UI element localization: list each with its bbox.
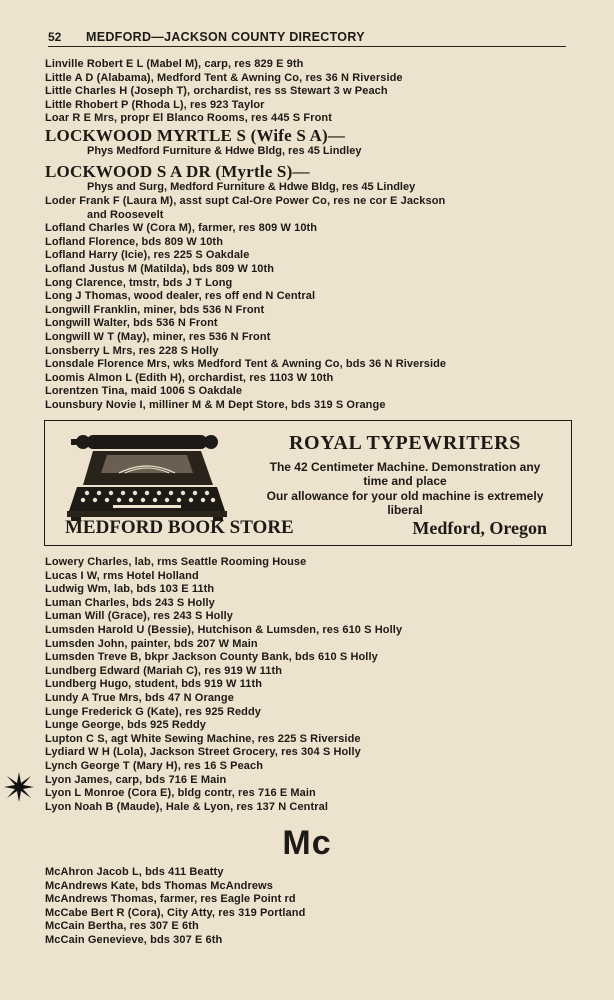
list-item: Long J Thomas, wood dealer, res off end N Central xyxy=(45,290,316,303)
page-number: 52 xyxy=(48,30,62,44)
typewriter-icon xyxy=(63,429,231,521)
list-item: Linville Robert E L (Mabel M), carp, res 829 E 9th xyxy=(45,58,304,70)
list-item: Luman Charles, bds 243 S Holly xyxy=(45,596,215,609)
list-item: McCain Genevieve, bds 307 E 6th xyxy=(45,933,223,946)
list-item: Lofland Justus M (Matilda), bds 809 W 10th xyxy=(45,262,275,275)
list-item: Lydiard W H (Lola), Jackson Street Grocery, res 304 S Holly xyxy=(45,746,361,759)
bold-entry-detail: Phys Medford Furniture & Hdwe Bldg, res 45 Lindley xyxy=(87,145,362,157)
entries-mid xyxy=(45,195,585,413)
list-item: Lofland Harry (Icie), res 225 S Oakdale xyxy=(45,249,250,262)
bold-entry-detail: Phys and Surg, Medford Furniture & Hdwe Bldg, res 45 Lindley xyxy=(87,180,416,193)
list-item: Lucas I W, rms Hotel Holland xyxy=(45,569,199,582)
entries-bold xyxy=(45,126,585,194)
list-item: Ludwig Wm, lab, bds 103 E 11th xyxy=(45,583,215,596)
ad-store-name: MEDFORD BOOK STORE xyxy=(65,517,294,538)
list-item: Lundberg Hugo, student, bds 919 W 11th xyxy=(45,678,263,691)
list-item: Lorentzen Tina, maid 1006 S Oakdale xyxy=(45,385,243,398)
list-item: Lupton C S, agt White Sewing Machine, res 225 S Riverside xyxy=(45,732,361,745)
list-item: Lumsden Treve B, bkpr Jackson County Bank, bds 610 S Holly xyxy=(45,651,378,664)
list-item-continuation: and Roosevelt xyxy=(87,208,164,221)
list-item: Lundberg Edward (Mariah C), res 919 W 11th xyxy=(45,664,283,677)
list-item: Lonsberry L Mrs, res 228 S Holly xyxy=(45,344,219,357)
page-header xyxy=(48,26,566,47)
ad-text-line: time and place xyxy=(363,474,447,488)
ad-text-line: The 42 Centimeter Machine. Demonstration any xyxy=(269,460,541,474)
list-item: Lyon James, carp, bds 716 E Main xyxy=(45,773,227,786)
list-item: Loomis Almon L (Edith H), orchardist, res 1103 W 10th xyxy=(45,371,334,384)
list-item: Lunge George, bds 925 Reddy xyxy=(45,719,207,732)
list-item: Lumsden John, painter, bds 207 W Main xyxy=(45,637,258,650)
list-item: Luman Will (Grace), res 243 S Holly xyxy=(45,610,234,623)
list-item: Little Charles H (Joseph T), orchardist, res ss Stewart 3 w Peach xyxy=(45,85,388,98)
list-item: Lounsbury Novie I, milliner M & M Dept Store, bds 319 S Orange xyxy=(45,398,386,411)
list-item: Lonsdale Florence Mrs, wks Medford Tent & Awning Co, bds 36 N Riverside xyxy=(45,358,447,371)
list-item: Lumsden Harold U (Bessie), Hutchison & Lumsden, res 610 S Holly xyxy=(45,623,403,636)
list-item: McAndrews Thomas, farmer, res Eagle Point rd xyxy=(45,893,296,906)
star-marker-icon xyxy=(4,772,34,802)
list-item: Lofland Florence, bds 809 W 10th xyxy=(45,235,224,248)
list-item: McCain Bertha, res 307 E 6th xyxy=(45,920,199,933)
ad-title: ROYAL TYPEWRITERS xyxy=(289,432,521,454)
list-item: Lyon L Monroe (Cora E), bldg contr, res 716 E Main xyxy=(45,787,316,800)
list-item: Longwill W T (May), miner, res 536 N Front xyxy=(45,330,271,343)
bold-entry-name: LOCKWOOD MYRTLE S (Wife S A)— xyxy=(45,126,346,145)
ad-text-line: Our allowance for your old machine is extremely xyxy=(266,489,544,503)
list-item: Loar R E Mrs, propr El Blanco Rooms, res 445 S Front xyxy=(45,112,332,125)
list-item: Longwill Walter, bds 536 N Front xyxy=(45,317,218,330)
list-item: Lunge Frederick G (Kate), res 925 Reddy xyxy=(45,705,262,718)
advertisement-box xyxy=(44,420,572,546)
list-item: McCabe Bert R (Cora), City Atty, res 319 Portland xyxy=(45,906,306,919)
list-item: Lundy A True Mrs, bds 47 N Orange xyxy=(45,691,234,704)
list-item: Little A D (Alabama), Medford Tent & Awning Co, res 36 N Riverside xyxy=(45,71,403,84)
entries-bottom xyxy=(45,556,585,814)
list-item: Loder Frank F (Laura M), asst supt Cal-Ore Power Co, res ne cor E Jackson xyxy=(45,195,446,207)
list-item: McAhron Jacob L, bds 411 Beatty xyxy=(45,866,224,878)
list-item: Longwill Franklin, miner, bds 536 N Front xyxy=(45,303,265,316)
list-item: Lynch George T (Mary H), res 16 S Peach xyxy=(45,759,264,772)
list-item: McAndrews Kate, bds Thomas McAndrews xyxy=(45,879,273,892)
bold-entry-name: LOCKWOOD S A DR (Myrtle S)— xyxy=(45,161,310,181)
ad-city: Medford, Oregon xyxy=(412,518,547,538)
entries-mc xyxy=(45,866,585,948)
section-heading: Mc xyxy=(282,824,332,862)
list-item: Lowery Charles, lab, rms Seattle Rooming House xyxy=(45,556,307,568)
list-item: Lyon Noah B (Maude), Hale & Lyon, res 137 N Central xyxy=(45,800,329,813)
list-item: Little Rhobert P (Rhoda L), res 923 Taylor xyxy=(45,98,265,111)
ad-text-line: liberal xyxy=(387,503,423,517)
list-item: Lofland Charles W (Cora M), farmer, res 809 W 10th xyxy=(45,222,318,235)
entries-top xyxy=(45,58,585,126)
list-item: Long Clarence, tmstr, bds J T Long xyxy=(45,276,233,289)
page-title: MEDFORD—JACKSON COUNTY DIRECTORY xyxy=(86,30,365,44)
